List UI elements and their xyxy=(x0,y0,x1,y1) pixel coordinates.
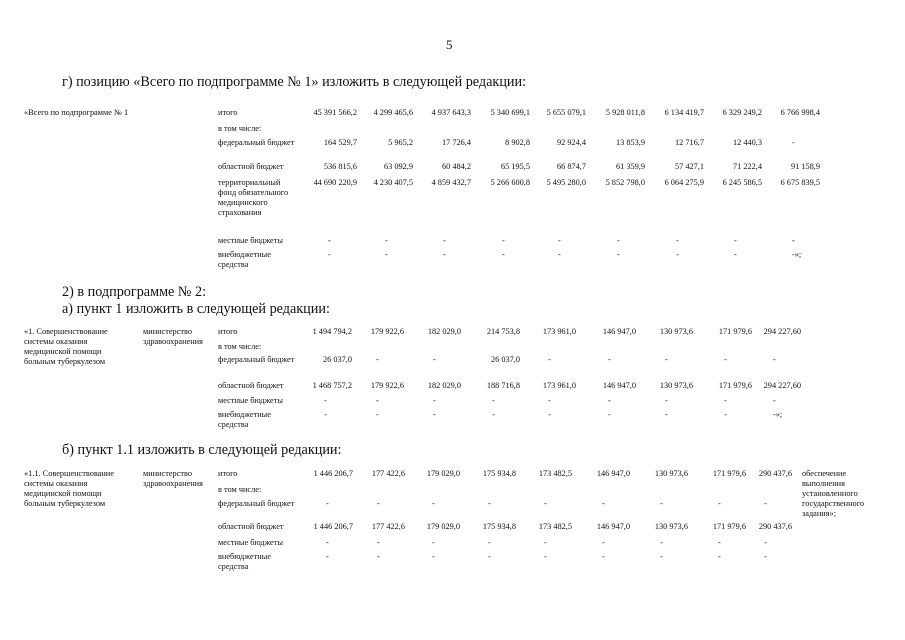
value-cell: - xyxy=(676,236,679,245)
value-cell: 130 973,6 xyxy=(659,327,693,336)
value-cell: 214 753,8 xyxy=(486,327,520,336)
value-cell: - xyxy=(734,236,737,245)
value-cell: 1 494 794,2 xyxy=(312,327,352,336)
section-g-name: «Всего по подпрограмме № 1 xyxy=(24,108,129,117)
value-cell: - xyxy=(433,355,436,364)
value-cell: 146 947,0 xyxy=(602,327,636,336)
section-2b-heading: б) пункт 1.1 изложить в следующей редакции: xyxy=(62,442,342,458)
value-cell: - xyxy=(432,552,435,561)
value-cell: 6 329 249,2 xyxy=(722,108,762,117)
value-cell: - xyxy=(558,236,561,245)
row-label: в том числе: xyxy=(218,124,262,133)
value-cell: 179 029,0 xyxy=(426,469,460,478)
value-cell: - xyxy=(764,538,767,547)
value-cell: - xyxy=(433,410,436,419)
value-cell: 1 446 206,7 xyxy=(313,522,353,531)
value-cell: - xyxy=(385,236,388,245)
value-cell: - xyxy=(792,138,795,147)
value-cell: - xyxy=(718,538,721,547)
value-cell: - xyxy=(608,396,611,405)
row-label: областной бюджет xyxy=(218,381,284,390)
value-cell: 4 859 432,7 xyxy=(431,178,471,187)
row-label: федеральный бюджет xyxy=(218,138,295,147)
value-cell: 1 446 206,7 xyxy=(313,469,353,478)
value-cell: - xyxy=(660,552,663,561)
value-cell: 182 029,0 xyxy=(427,381,461,390)
value-cell: 146 947,0 xyxy=(596,522,630,531)
value-cell: - xyxy=(488,499,491,508)
row-label: внебюджетные средства xyxy=(218,250,271,269)
value-cell: 173 482,5 xyxy=(538,469,572,478)
row-label: областной бюджет xyxy=(218,522,284,531)
row-label: итого xyxy=(218,327,238,336)
value-cell: 8 902,8 xyxy=(505,138,530,147)
value-cell: 71 222,4 xyxy=(732,162,762,171)
value-cell: 65 195,5 xyxy=(500,162,530,171)
value-cell: 6 766 998,4 xyxy=(780,108,820,117)
value-cell: 294 227,60 xyxy=(763,327,801,336)
value-cell: - xyxy=(773,355,776,364)
row-label: федеральный бюджет xyxy=(218,355,295,364)
value-cell: 5 928 011,8 xyxy=(605,108,645,117)
value-cell: - xyxy=(665,410,668,419)
value-cell: - xyxy=(492,410,495,419)
value-cell: - xyxy=(326,538,329,547)
value-cell: - xyxy=(328,250,331,259)
value-cell: - xyxy=(326,552,329,561)
value-cell: 1 468 757,2 xyxy=(312,381,352,390)
row-label: итого xyxy=(218,108,238,117)
value-cell: - xyxy=(433,396,436,405)
value-cell: 179 922,6 xyxy=(370,381,404,390)
value-cell: 171 979,6 xyxy=(712,522,746,531)
value-cell: 171 979,6 xyxy=(718,381,752,390)
value-cell: 5 965,2 xyxy=(388,138,413,147)
value-cell: 5 655 079,1 xyxy=(546,108,586,117)
value-cell: - xyxy=(660,538,663,547)
value-cell: 164 529,7 xyxy=(323,138,357,147)
value-cell: 175 934,8 xyxy=(482,522,516,531)
value-cell: - xyxy=(377,552,380,561)
value-cell: - xyxy=(376,410,379,419)
value-cell: - xyxy=(608,410,611,419)
value-cell: 5 852 798,0 xyxy=(605,178,645,187)
value-cell: 4 230 407,5 xyxy=(373,178,413,187)
value-cell: - xyxy=(377,499,380,508)
value-cell: 130 973,6 xyxy=(659,381,693,390)
value-cell: - xyxy=(724,410,727,419)
value-cell: 179 029,0 xyxy=(426,522,460,531)
value-cell: - xyxy=(328,236,331,245)
value-cell: 4 299 465,6 xyxy=(373,108,413,117)
value-cell: 13 853,9 xyxy=(615,138,645,147)
value-cell: - xyxy=(617,236,620,245)
value-cell: - xyxy=(488,538,491,547)
row-label: местные бюджеты xyxy=(218,236,283,245)
value-cell: 173 482,5 xyxy=(538,522,572,531)
section-g-heading: г) позицию «Всего по подпрограмме № 1» изложить в следующей редакции: xyxy=(62,74,527,90)
row-label: в том числе: xyxy=(218,485,262,494)
value-cell: -»; xyxy=(792,250,802,259)
value-cell: 5 495 280,0 xyxy=(546,178,586,187)
row-label: в том числе: xyxy=(218,342,262,351)
value-cell: 12 716,7 xyxy=(674,138,704,147)
value-cell: 290 437,6 xyxy=(758,522,792,531)
row-label: местные бюджеты xyxy=(218,538,283,547)
row-label: внебюджетные средства xyxy=(218,410,271,429)
value-cell: 5 266 600,8 xyxy=(490,178,530,187)
value-cell: - xyxy=(548,355,551,364)
section-2a-name: «1. Совершенствование системы оказания медицинской помощи больным туберкулезом xyxy=(24,327,108,366)
value-cell: - xyxy=(602,499,605,508)
value-cell: - xyxy=(602,538,605,547)
section-2b-name: «1.1. Совершенствование системы оказания медицинской помощи больным туберкулезом xyxy=(24,469,114,508)
value-cell: - xyxy=(773,396,776,405)
value-cell: - xyxy=(502,236,505,245)
value-cell: 17 726,4 xyxy=(441,138,471,147)
row-label: итого xyxy=(218,469,238,478)
value-cell: 92 924,4 xyxy=(556,138,586,147)
value-cell: - xyxy=(324,410,327,419)
value-cell: - xyxy=(432,499,435,508)
value-cell: 26 037,0 xyxy=(322,355,352,364)
value-cell: - xyxy=(488,552,491,561)
value-cell: 177 422,6 xyxy=(371,522,405,531)
value-cell: 6 245 586,5 xyxy=(722,178,762,187)
value-cell: 294 227,60 xyxy=(763,381,801,390)
value-cell: 6 064 275,9 xyxy=(664,178,704,187)
value-cell: - xyxy=(724,396,727,405)
section-2b-executor: министерство здравоохранения xyxy=(143,469,203,488)
value-cell: - xyxy=(548,410,551,419)
page-number: 5 xyxy=(446,37,453,52)
row-label: федеральный бюджет xyxy=(218,499,295,508)
value-cell: 290 437,6 xyxy=(758,469,792,478)
value-cell: - xyxy=(326,499,329,508)
value-cell: - xyxy=(724,355,727,364)
value-cell: 173 961,0 xyxy=(542,381,576,390)
value-cell: 57 427,1 xyxy=(674,162,704,171)
row-label: внебюджетные средства xyxy=(218,552,271,571)
value-cell: - xyxy=(443,236,446,245)
value-cell: 173 961,0 xyxy=(542,327,576,336)
value-cell: 12 440,3 xyxy=(732,138,762,147)
value-cell: - xyxy=(718,499,721,508)
value-cell: - xyxy=(502,250,505,259)
value-cell: 66 874,7 xyxy=(556,162,586,171)
value-cell: - xyxy=(544,538,547,547)
value-cell: - xyxy=(734,250,737,259)
value-cell: - xyxy=(608,355,611,364)
row-label: местные бюджеты xyxy=(218,396,283,405)
value-cell: - xyxy=(376,355,379,364)
value-cell: - xyxy=(602,552,605,561)
value-cell: 26 037,0 xyxy=(490,355,520,364)
section-2b-result: обеспечение выполнения установленного государственного задания»; xyxy=(802,469,865,518)
value-cell: 6 675 839,5 xyxy=(780,178,820,187)
value-cell: 4 937 643,3 xyxy=(431,108,471,117)
value-cell: 171 979,6 xyxy=(712,469,746,478)
value-cell: - xyxy=(377,538,380,547)
value-cell: 171 979,6 xyxy=(718,327,752,336)
row-label: территориальный фонд обязательного медицинского страхования xyxy=(218,178,289,217)
value-cell: - xyxy=(665,355,668,364)
value-cell: - xyxy=(718,552,721,561)
section-2a-heading: а) пункт 1 изложить в следующей редакции: xyxy=(62,301,330,317)
value-cell: 175 934,8 xyxy=(482,469,516,478)
value-cell: - xyxy=(443,250,446,259)
section-2a-executor: министерство здравоохранения xyxy=(143,327,203,346)
value-cell: - xyxy=(665,396,668,405)
value-cell: - xyxy=(676,250,679,259)
section-2-heading: 2) в подпрограмме № 2: xyxy=(62,284,207,300)
value-cell: - xyxy=(385,250,388,259)
value-cell: - xyxy=(764,499,767,508)
value-cell: 177 422,6 xyxy=(371,469,405,478)
value-cell: 182 029,0 xyxy=(427,327,461,336)
value-cell: 60 484,2 xyxy=(441,162,471,171)
value-cell: - xyxy=(660,499,663,508)
value-cell: - xyxy=(376,396,379,405)
value-cell: 188 716,8 xyxy=(486,381,520,390)
value-cell: - xyxy=(548,396,551,405)
value-cell: - xyxy=(617,250,620,259)
value-cell: - xyxy=(432,538,435,547)
value-cell: -»; xyxy=(773,410,783,419)
value-cell: - xyxy=(792,236,795,245)
value-cell: 44 690 220,9 xyxy=(313,178,357,187)
value-cell: 146 947,0 xyxy=(596,469,630,478)
value-cell: - xyxy=(558,250,561,259)
value-cell: - xyxy=(544,499,547,508)
value-cell: 91 158,9 xyxy=(790,162,820,171)
value-cell: 179 922,6 xyxy=(370,327,404,336)
value-cell: - xyxy=(544,552,547,561)
value-cell: 130 973,6 xyxy=(654,522,688,531)
value-cell: 146 947,0 xyxy=(602,381,636,390)
value-cell: 6 134 419,7 xyxy=(664,108,704,117)
value-cell: - xyxy=(764,552,767,561)
value-cell: 45 391 566,2 xyxy=(313,108,357,117)
value-cell: - xyxy=(324,396,327,405)
value-cell: - xyxy=(492,396,495,405)
value-cell: 5 340 699,1 xyxy=(490,108,530,117)
value-cell: 63 092,9 xyxy=(383,162,413,171)
value-cell: 61 359,9 xyxy=(615,162,645,171)
row-label: областной бюджет xyxy=(218,162,284,171)
value-cell: 536 815,6 xyxy=(323,162,357,171)
value-cell: 130 973,6 xyxy=(654,469,688,478)
